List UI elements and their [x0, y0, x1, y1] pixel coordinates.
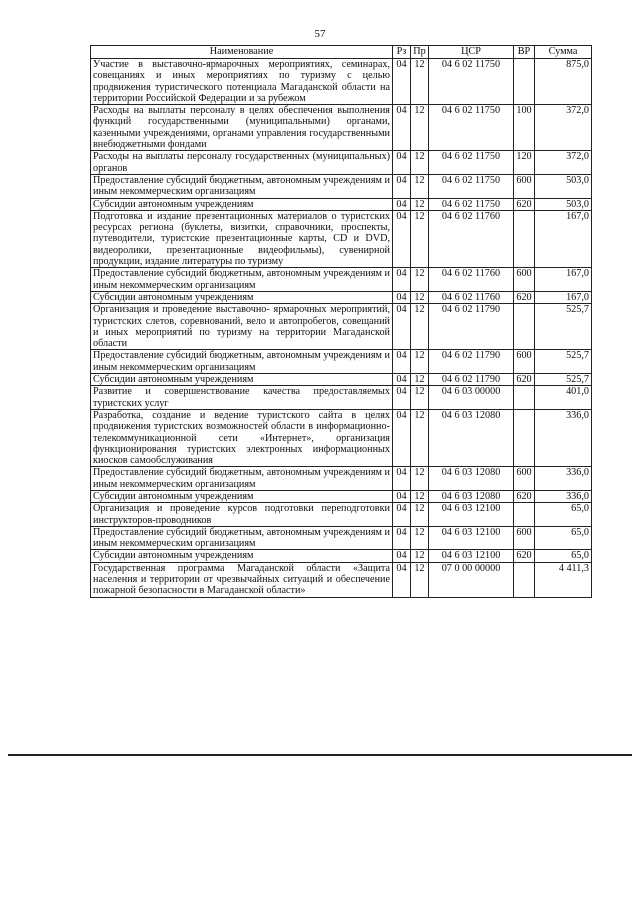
cell-name: Субсидии автономным учреждениям	[91, 550, 393, 562]
cell-pr: 12	[411, 467, 429, 491]
cell-vr: 620	[514, 490, 535, 502]
cell-sum: 525,7	[535, 350, 592, 374]
cell-csr: 04 6 02 11750	[429, 59, 514, 105]
table-row	[91, 198, 592, 210]
cell-csr: 04 6 02 11750	[429, 174, 514, 198]
cell-rz: 04	[393, 198, 411, 210]
cell-pr: 12	[411, 105, 429, 151]
cell-csr: 07 0 00 00000	[429, 562, 514, 597]
table-row	[91, 409, 592, 466]
cell-pr: 12	[411, 409, 429, 466]
cell-csr: 04 6 02 11790	[429, 304, 514, 350]
cell-csr: 04 6 02 11750	[429, 198, 514, 210]
cell-name: Разработка, создание и ведение туристского сайта в целях продвижения туристских возможностей области в информационно-телекоммуникационной сети «Интернет», организация функционирования туристских электронных информационных киосков самообслуживания	[91, 409, 393, 466]
cell-name: Предоставление субсидий бюджетным, автономным учреждениям и иным некоммерческим организациям	[91, 526, 393, 550]
cell-pr: 12	[411, 526, 429, 550]
cell-rz: 04	[393, 268, 411, 292]
cell-pr: 12	[411, 268, 429, 292]
table-row	[91, 503, 592, 527]
cell-sum: 525,7	[535, 374, 592, 386]
cell-sum: 167,0	[535, 268, 592, 292]
cell-name: Расходы на выплаты персоналу государственных (муниципальных) органов	[91, 151, 393, 175]
cell-name: Субсидии автономным учреждениям	[91, 198, 393, 210]
cell-vr	[514, 59, 535, 105]
cell-csr: 04 6 03 12080	[429, 409, 514, 466]
table-row	[91, 386, 592, 410]
cell-pr: 12	[411, 503, 429, 527]
cell-pr: 12	[411, 59, 429, 105]
cell-pr: 12	[411, 350, 429, 374]
table-row	[91, 490, 592, 502]
cell-vr	[514, 386, 535, 410]
cell-rz: 04	[393, 550, 411, 562]
cell-csr: 04 6 03 12080	[429, 490, 514, 502]
cell-name: Подготовка и издание презентационных материалов о туристских ресурсах региона (буклеты, визитки, справочники, проспекты, путеводители, туристские презентационные карты, CD и DVD, видеоролики, презентационные видеофильмы), сувенирной продукции, издание литературы по туризму	[91, 210, 393, 267]
table-row	[91, 291, 592, 303]
cell-pr: 12	[411, 490, 429, 502]
cell-vr	[514, 409, 535, 466]
table-row	[91, 562, 592, 597]
table-row	[91, 526, 592, 550]
cell-sum: 503,0	[535, 174, 592, 198]
cell-sum: 65,0	[535, 503, 592, 527]
page-bottom-rule	[8, 754, 632, 756]
table-row	[91, 105, 592, 151]
table-row	[91, 350, 592, 374]
column-header-vr: ВР	[514, 46, 535, 59]
cell-sum: 875,0	[535, 59, 592, 105]
cell-pr: 12	[411, 151, 429, 175]
cell-pr: 12	[411, 291, 429, 303]
table-row	[91, 210, 592, 267]
cell-sum: 167,0	[535, 291, 592, 303]
cell-csr: 04 6 03 12100	[429, 503, 514, 527]
cell-csr: 04 6 02 11750	[429, 151, 514, 175]
cell-vr: 600	[514, 467, 535, 491]
cell-name: Субсидии автономным учреждениям	[91, 374, 393, 386]
cell-rz: 04	[393, 174, 411, 198]
column-header-pr: Пр	[411, 46, 429, 59]
cell-vr	[514, 562, 535, 597]
cell-sum: 401,0	[535, 386, 592, 410]
cell-sum: 336,0	[535, 409, 592, 466]
cell-csr: 04 6 03 00000	[429, 386, 514, 410]
cell-vr: 600	[514, 526, 535, 550]
budget-table	[90, 45, 592, 598]
cell-rz: 04	[393, 151, 411, 175]
cell-name: Предоставление субсидий бюджетным, автономным учреждениям и иным некоммерческим организациям	[91, 268, 393, 292]
cell-vr: 600	[514, 350, 535, 374]
table-header-row	[91, 46, 592, 59]
cell-pr: 12	[411, 198, 429, 210]
cell-vr: 620	[514, 550, 535, 562]
table-row	[91, 59, 592, 105]
cell-rz: 04	[393, 374, 411, 386]
table-row	[91, 550, 592, 562]
cell-rz: 04	[393, 386, 411, 410]
cell-csr: 04 6 03 12080	[429, 467, 514, 491]
cell-pr: 12	[411, 386, 429, 410]
cell-vr: 620	[514, 198, 535, 210]
cell-sum: 65,0	[535, 550, 592, 562]
cell-csr: 04 6 02 11760	[429, 291, 514, 303]
cell-pr: 12	[411, 374, 429, 386]
column-header-name: Наименование	[91, 46, 393, 59]
cell-vr: 120	[514, 151, 535, 175]
table-row	[91, 374, 592, 386]
cell-vr	[514, 304, 535, 350]
cell-pr: 12	[411, 210, 429, 267]
cell-vr: 620	[514, 374, 535, 386]
cell-name: Развитие и совершенствование качества предоставляемых туристских услуг	[91, 386, 393, 410]
cell-rz: 04	[393, 350, 411, 374]
cell-csr: 04 6 02 11760	[429, 268, 514, 292]
cell-rz: 04	[393, 105, 411, 151]
cell-sum: 336,0	[535, 490, 592, 502]
cell-sum: 372,0	[535, 105, 592, 151]
cell-vr	[514, 210, 535, 267]
cell-rz: 04	[393, 59, 411, 105]
cell-csr: 04 6 02 11750	[429, 105, 514, 151]
cell-rz: 04	[393, 304, 411, 350]
cell-sum: 372,0	[535, 151, 592, 175]
column-header-rz: Рз	[393, 46, 411, 59]
cell-name: Участие в выставочно-ярмарочных мероприятиях, семинарах, совещаниях и иных мероприятиях по туризму с целью продвижения туристического потенциала Магаданской области на территории Российской Федерации и за рубежом	[91, 59, 393, 105]
cell-sum: 525,7	[535, 304, 592, 350]
cell-name: Расходы на выплаты персоналу в целях обеспечения выполнения функций государственными (муниципальными) органами, казенными учреждениями, органами управления государственными внебюджетными фондами	[91, 105, 393, 151]
cell-pr: 12	[411, 550, 429, 562]
table-body	[91, 59, 592, 598]
cell-rz: 04	[393, 291, 411, 303]
cell-name: Организация и проведение выставочно- ярмарочных мероприятий, туристских слетов, соревнований, вело и автопробегов, совещаний и иных мероприятий по туризму на территории Магаданской области	[91, 304, 393, 350]
cell-csr: 04 6 03 12100	[429, 526, 514, 550]
cell-rz: 04	[393, 562, 411, 597]
cell-pr: 12	[411, 304, 429, 350]
cell-pr: 12	[411, 562, 429, 597]
cell-name: Субсидии автономным учреждениям	[91, 291, 393, 303]
cell-sum: 167,0	[535, 210, 592, 267]
cell-vr: 600	[514, 174, 535, 198]
table-row	[91, 174, 592, 198]
cell-sum: 336,0	[535, 467, 592, 491]
cell-sum: 65,0	[535, 526, 592, 550]
cell-rz: 04	[393, 467, 411, 491]
cell-csr: 04 6 03 12100	[429, 550, 514, 562]
cell-vr: 620	[514, 291, 535, 303]
cell-rz: 04	[393, 503, 411, 527]
cell-vr: 600	[514, 268, 535, 292]
cell-csr: 04 6 02 11760	[429, 210, 514, 267]
cell-sum: 4 411,3	[535, 562, 592, 597]
cell-rz: 04	[393, 210, 411, 267]
cell-name: Предоставление субсидий бюджетным, автономным учреждениям и иным некоммерческим организациям	[91, 467, 393, 491]
cell-csr: 04 6 02 11790	[429, 350, 514, 374]
column-header-csr: ЦСР	[429, 46, 514, 59]
cell-name: Предоставление субсидий бюджетным, автономным учреждениям и иным некоммерческим организациям	[91, 174, 393, 198]
table-row	[91, 304, 592, 350]
table-row	[91, 467, 592, 491]
table-row	[91, 268, 592, 292]
cell-name: Субсидии автономным учреждениям	[91, 490, 393, 502]
table-row	[91, 151, 592, 175]
cell-csr: 04 6 02 11790	[429, 374, 514, 386]
cell-vr: 100	[514, 105, 535, 151]
column-header-sum: Сумма	[535, 46, 592, 59]
cell-name: Предоставление субсидий бюджетным, автономным учреждениям и иным некоммерческим организациям	[91, 350, 393, 374]
cell-rz: 04	[393, 490, 411, 502]
cell-pr: 12	[411, 174, 429, 198]
page-number: 57	[314, 28, 326, 40]
cell-name: Государственная программа Магаданской области «Защита населения и территории от чрезвычайных ситуаций и обеспечение пожарной безопасности в Магаданской области»	[91, 562, 393, 597]
cell-name: Организация и проведение курсов подготовки переподготовки инструкторов-проводников	[91, 503, 393, 527]
cell-vr	[514, 503, 535, 527]
cell-rz: 04	[393, 409, 411, 466]
cell-sum: 503,0	[535, 198, 592, 210]
cell-rz: 04	[393, 526, 411, 550]
